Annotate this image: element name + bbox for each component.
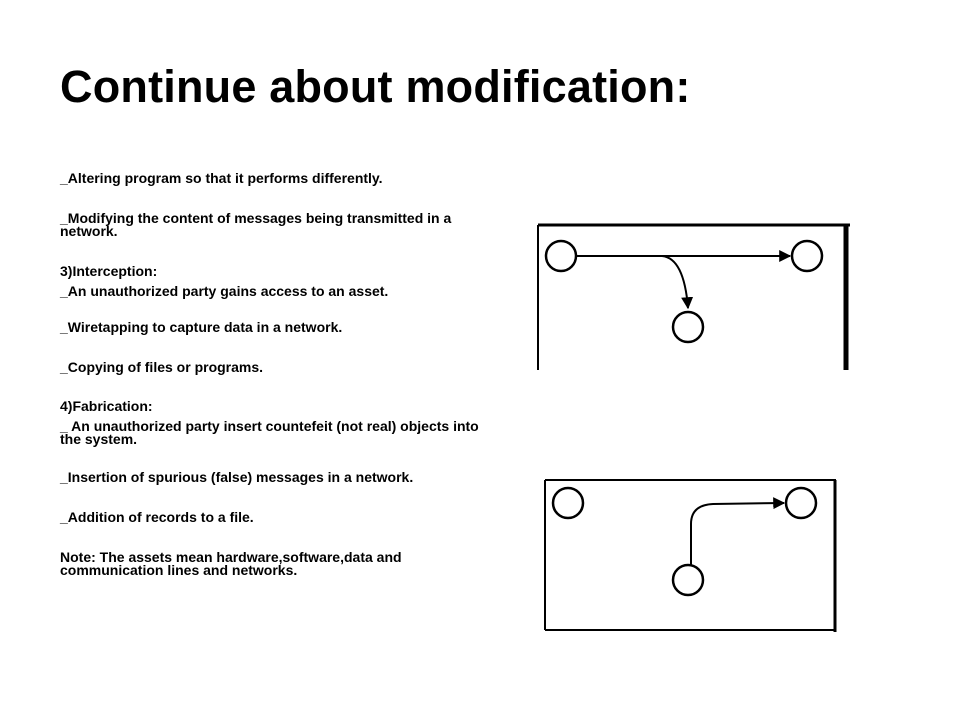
body-line-counterfeit: _ An unauthorized party insert countefeit (not real) objects into the system. <box>60 418 479 447</box>
heading-fabrication: 4)Fabrication: <box>60 398 153 414</box>
body-line-unauthorized-access: _An unauthorized party gains access to an asset. <box>60 283 389 299</box>
body-line-addition: _Addition of records to a file. <box>60 509 254 525</box>
body-line-modifying: _Modifying the content of messages being transmitted in a network. <box>60 210 452 239</box>
destination-node <box>792 241 822 271</box>
fabricator-node <box>673 565 703 595</box>
body-line-insertion: _Insertion of spurious (false) messages in a network. <box>60 469 414 485</box>
interceptor-node <box>673 312 703 342</box>
source-node <box>546 241 576 271</box>
interception-diagram <box>530 218 860 378</box>
fabrication-diagram <box>538 472 848 637</box>
fabrication-arrow <box>691 503 784 565</box>
destination-node <box>786 488 816 518</box>
slide-title: Continue about modification: <box>60 61 691 112</box>
heading-interception: 3)Interception: <box>60 263 158 279</box>
interception-arrow <box>662 256 688 308</box>
body-line-altering: _Altering program so that it performs differently. <box>60 170 383 186</box>
source-node <box>553 488 583 518</box>
body-line-copying: _Copying of files or programs. <box>60 359 264 375</box>
body-line-note: Note: The assets mean hardware,software,data and communication lines and networks. <box>60 549 402 578</box>
body-line-wiretapping: _Wiretapping to capture data in a network. <box>60 319 343 335</box>
